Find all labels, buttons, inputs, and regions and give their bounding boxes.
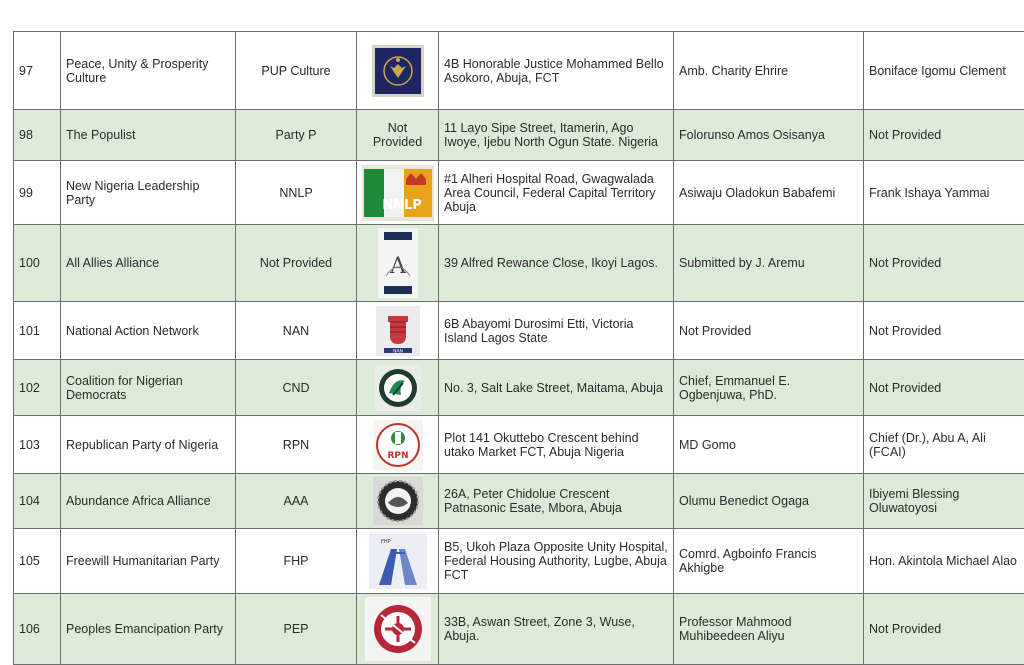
- party-chairman: Not Provided: [674, 302, 864, 360]
- party-chairman: Chief, Emmanuel E. Ogbenjuwa, PhD.: [674, 360, 864, 416]
- row-number: 103: [14, 416, 61, 474]
- row-number: 106: [14, 594, 61, 665]
- party-address: 11 Layo Sipe Street, Itamerin, Ago Iwoye, Ijebu North Ogun State. Nigeria: [439, 110, 674, 161]
- aaa-abundance-logo: [373, 477, 423, 525]
- table-row: [14, 416, 1024, 474]
- table-row: [14, 161, 1024, 225]
- party-logo-cell: [357, 594, 439, 665]
- party-logo-cell: [357, 529, 439, 594]
- party-abbreviation: AAA: [236, 474, 357, 529]
- party-logo-cell: [357, 302, 439, 360]
- logo-not-provided: Not Provided: [362, 121, 433, 149]
- rpn-logo-label: RPN: [387, 451, 408, 461]
- party-address: 33B, Aswan Street, Zone 3, Wuse, Abuja.: [439, 594, 674, 665]
- party-name: Republican Party of Nigeria: [61, 416, 236, 474]
- table-row: [14, 474, 1024, 529]
- nnlp-logo-label: NNLP: [382, 198, 422, 213]
- party-chairman: Asiwaju Oladokun Babafemi: [674, 161, 864, 225]
- party-chairman: Folorunso Amos Osisanya: [674, 110, 864, 161]
- fhp-logo: [369, 533, 427, 589]
- row-number: 100: [14, 225, 61, 302]
- party-secretary: Chief (Dr.), Abu A, Ali (FCAI): [864, 416, 1024, 474]
- nan-fist-logo: [376, 306, 420, 356]
- party-name: Coalition for Nigerian Democrats: [61, 360, 236, 416]
- party-secretary: Not Provided: [864, 110, 1024, 161]
- party-secretary: Not Provided: [864, 360, 1024, 416]
- party-secretary: Not Provided: [864, 225, 1024, 302]
- cnd-logo: [375, 365, 421, 411]
- party-address: 6B Abayomi Durosimi Etti, Victoria Island Lagos State: [439, 302, 674, 360]
- party-abbreviation: RPN: [236, 416, 357, 474]
- parties-table: [13, 31, 1024, 665]
- table-row: [14, 225, 1024, 302]
- party-secretary: Ibiyemi Blessing Oluwatoyosi: [864, 474, 1024, 529]
- party-secretary: Boniface Igomu Clement: [864, 32, 1024, 110]
- aaa-allies-logo: [378, 228, 418, 298]
- party-name: Freewill Humanitarian Party: [61, 529, 236, 594]
- party-address: 39 Alfred Rewance Close, Ikoyi Lagos.: [439, 225, 674, 302]
- table-row: [14, 529, 1024, 594]
- row-number: 98: [14, 110, 61, 161]
- party-chairman: Comrd. Agboinfo Francis Akhigbe: [674, 529, 864, 594]
- party-name: Peoples Emancipation Party: [61, 594, 236, 665]
- party-chairman: MD Gomo: [674, 416, 864, 474]
- party-abbreviation: Not Provided: [236, 225, 357, 302]
- row-number: 104: [14, 474, 61, 529]
- party-abbreviation: PEP: [236, 594, 357, 665]
- party-chairman: Amb. Charity Ehrire: [674, 32, 864, 110]
- nnlp-logo: [362, 165, 434, 221]
- table-row: [14, 32, 1024, 110]
- fhp-logo-label: FHP: [381, 539, 391, 545]
- party-abbreviation: CND: [236, 360, 357, 416]
- party-chairman: Professor Mahmood Muhibeedeen Aliyu: [674, 594, 864, 665]
- party-address: No. 3, Salt Lake Street, Maitama, Abuja: [439, 360, 674, 416]
- table-row: [14, 594, 1024, 665]
- row-number: 97: [14, 32, 61, 110]
- party-logo-cell: [357, 110, 439, 161]
- party-name: Peace, Unity & Prosperity Culture: [61, 32, 236, 110]
- row-number: 102: [14, 360, 61, 416]
- party-secretary: Frank Ishaya Yammai: [864, 161, 1024, 225]
- table-row: [14, 302, 1024, 360]
- party-logo-cell: [357, 161, 439, 225]
- party-logo-cell: [357, 32, 439, 110]
- pup-culture-logo: [371, 44, 425, 98]
- party-address: Plot 141 Okuttebo Crescent behind utako Market FCT, Abuja Nigeria: [439, 416, 674, 474]
- party-abbreviation: PUP Culture: [236, 32, 357, 110]
- party-logo-cell: [357, 360, 439, 416]
- party-abbreviation: NAN: [236, 302, 357, 360]
- party-address: B5, Ukoh Plaza Opposite Unity Hospital, Federal Housing Authority, Lugbe, Abuja FCT: [439, 529, 674, 594]
- party-address: 26A, Peter Chidolue Crescent Patnasonic Esate, Mbora, Abuja: [439, 474, 674, 529]
- party-name: The Populist: [61, 110, 236, 161]
- rpn-logo: [373, 420, 423, 470]
- party-name: National Action Network: [61, 302, 236, 360]
- party-address: 4B Honorable Justice Mohammed Bello Asokoro, Abuja, FCT: [439, 32, 674, 110]
- row-number: 101: [14, 302, 61, 360]
- party-name: New Nigeria Leadership Party: [61, 161, 236, 225]
- party-name: Abundance Africa Alliance: [61, 474, 236, 529]
- party-abbreviation: NNLP: [236, 161, 357, 225]
- party-name: All Allies Alliance: [61, 225, 236, 302]
- party-secretary: Hon. Akintola Michael Alao: [864, 529, 1024, 594]
- aaa-allies-logo-label: A: [389, 254, 407, 279]
- party-abbreviation: FHP: [236, 529, 357, 594]
- party-address: #1 Alheri Hospital Road, Gwagwalada Area Council, Federal Capital Territory Abuja: [439, 161, 674, 225]
- nan-logo-label: NAN: [393, 348, 403, 354]
- party-logo-cell: [357, 474, 439, 529]
- party-chairman: Submitted by J. Aremu: [674, 225, 864, 302]
- party-chairman: Olumu Benedict Ogaga: [674, 474, 864, 529]
- party-logo-cell: [357, 225, 439, 302]
- party-secretary: Not Provided: [864, 302, 1024, 360]
- row-number: 99: [14, 161, 61, 225]
- party-secretary: Not Provided: [864, 594, 1024, 665]
- party-abbreviation: Party P: [236, 110, 357, 161]
- table-row: [14, 360, 1024, 416]
- party-logo-cell: [357, 416, 439, 474]
- row-number: 105: [14, 529, 61, 594]
- pep-logo: [365, 597, 431, 661]
- table-row: [14, 110, 1024, 161]
